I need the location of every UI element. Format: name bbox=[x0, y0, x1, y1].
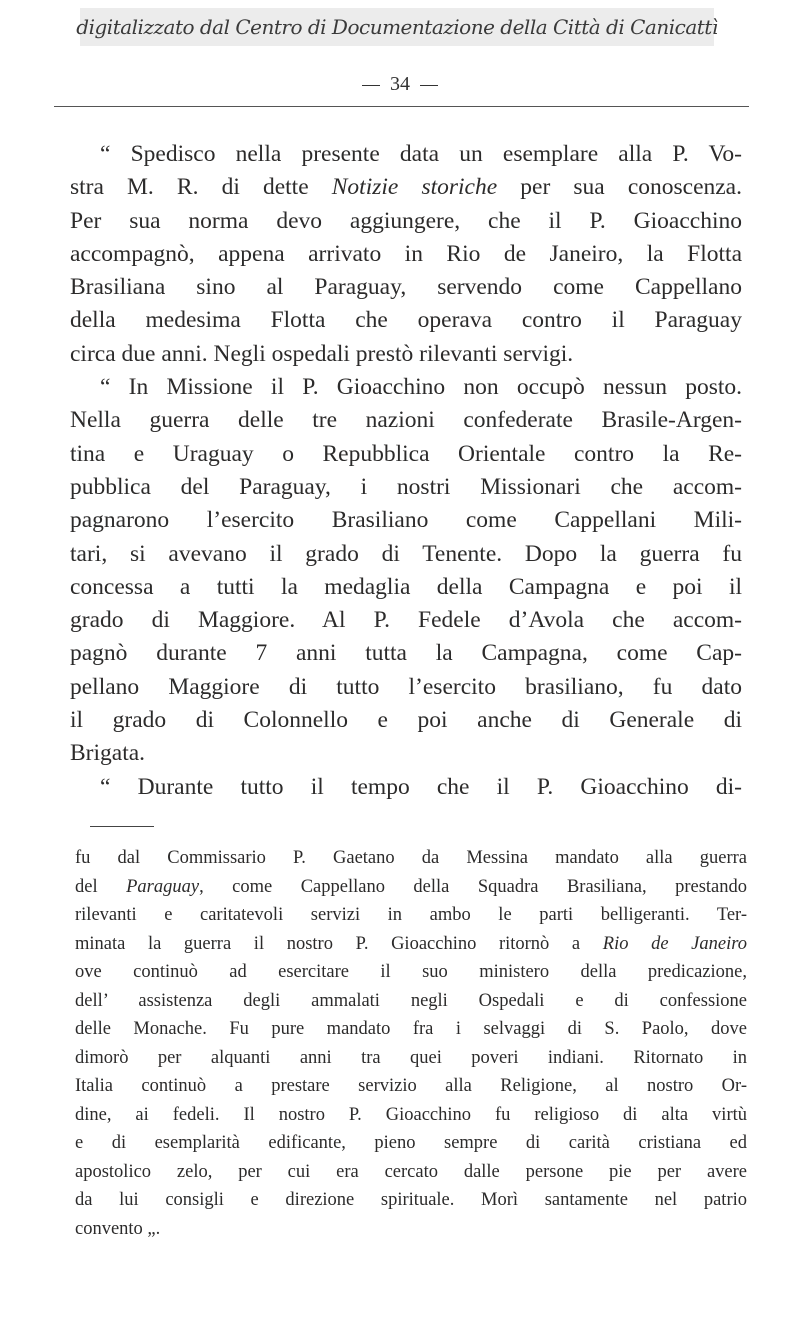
text-line: Brigata. bbox=[70, 740, 146, 767]
text-line: tari, si avevano il grado di Tenente. Dopo la guerra fu bbox=[70, 540, 742, 567]
digitization-watermark bbox=[76, 8, 718, 46]
footnote-line: Italia continuò a prestare servizio alla Religione, al nostro Or- bbox=[75, 1076, 747, 1096]
footnote-rule bbox=[90, 826, 154, 827]
page-number-dash-left bbox=[362, 85, 380, 86]
text-line: Per sua norma devo aggiungere, che il P. Gioacchino bbox=[70, 207, 742, 234]
footnote-line: rilevanti e caritatevoli servizi in ambo le parti belligeranti. Ter- bbox=[75, 905, 747, 925]
italic-title: Notizie storiche bbox=[331, 174, 498, 201]
text-line: grado di Maggiore. Al P. Fedele d’Avola che accom- bbox=[70, 607, 742, 634]
footnote-line: delle Monache. Fu pure mandato fra i selvaggi di S. Paolo, dove bbox=[75, 1019, 747, 1039]
footnote-line: fu dal Commissario P. Gaetano da Messina mandato alla guerra bbox=[75, 848, 747, 868]
page-header bbox=[0, 73, 800, 96]
text-line: pellano Maggiore di tutto l’esercito brasiliano, fu dato bbox=[70, 673, 742, 700]
text-line: pagnarono l’esercito Brasiliano come Cappellani Mili- bbox=[70, 507, 742, 534]
footnote-line: da lui consigli e direzione spirituale. Morì santamente nel patrio bbox=[75, 1190, 747, 1210]
text-line: “ In Missione il P. Gioacchino non occupò nessun posto. bbox=[100, 374, 742, 401]
italic-place-name: Paraguay bbox=[126, 876, 200, 897]
text-line: concessa a tutti la medaglia della Campagna e poi il bbox=[70, 573, 742, 600]
text-line: stra M. R. di dette Notizie storiche per sua conoscenza. bbox=[70, 174, 742, 201]
italic-place-name: Rio de Janeiro bbox=[602, 933, 747, 954]
footnote-line: minata la guerra il nostro P. Gioacchino ritornò a Rio de Janeiro bbox=[75, 933, 747, 954]
header-rule bbox=[54, 106, 749, 107]
footnote-line: e di esemplarità edificante, pieno sempre di carità cristiana ed bbox=[75, 1133, 747, 1153]
text-line: Brasiliana sino al Paraguay, servendo come Cappellano bbox=[70, 274, 742, 301]
page-number-dash-right bbox=[420, 85, 438, 86]
footnote-line: convento „. bbox=[75, 1218, 161, 1239]
footnote-line: dine, ai fedeli. Il nostro P. Gioacchino fu religioso di alta virtù bbox=[75, 1104, 747, 1125]
text-line: pagnò durante 7 anni tutta la Campagna, come Cap- bbox=[70, 640, 742, 667]
footnote-line: dell’ assistenza degli ammalati negli Ospedali e di confessione bbox=[75, 990, 747, 1011]
text-line: accompagnò, appena arrivato in Rio de Janeiro, la Flotta bbox=[70, 240, 742, 267]
footnote-line: del Paraguay, come Cappellano della Squadra Brasiliana, prestando bbox=[75, 876, 747, 897]
text-line: tina e Uraguay o Repubblica Orientale contro la Re- bbox=[70, 440, 742, 467]
main-text bbox=[70, 138, 742, 804]
footnote-line: ove continuò ad esercitare il suo ministero della predicazione, bbox=[75, 962, 747, 982]
text-line: circa due anni. Negli ospedali prestò rilevanti servigi. bbox=[70, 340, 574, 367]
text-line: “ Spedisco nella presente data un esemplare alla P. Vo- bbox=[100, 141, 742, 167]
text-line: il grado di Colonnello e poi anche di Generale di bbox=[70, 707, 742, 734]
page-number: 34 bbox=[390, 73, 410, 95]
text-line: della medesima Flotta che operava contro il Paraguay bbox=[70, 307, 742, 334]
text-line: “ Durante tutto il tempo che il P. Gioacchino di- bbox=[100, 773, 742, 800]
footnote-line: apostolico zelo, per cui era cercato dalle persone pie per avere bbox=[75, 1161, 747, 1182]
text-line: pubblica del Paraguay, i nostri Missionari che accom- bbox=[70, 473, 742, 500]
footnote bbox=[75, 844, 747, 1243]
watermark-text: digitalizzato dal Centro di Documentazione della Città di Canicattì bbox=[76, 15, 718, 39]
text-line: Nella guerra delle tre nazioni confederate Brasile-Argen- bbox=[70, 407, 742, 434]
footnote-line: dimorò per alquanti anni tra quei poveri indiani. Ritornato in bbox=[75, 1047, 747, 1068]
